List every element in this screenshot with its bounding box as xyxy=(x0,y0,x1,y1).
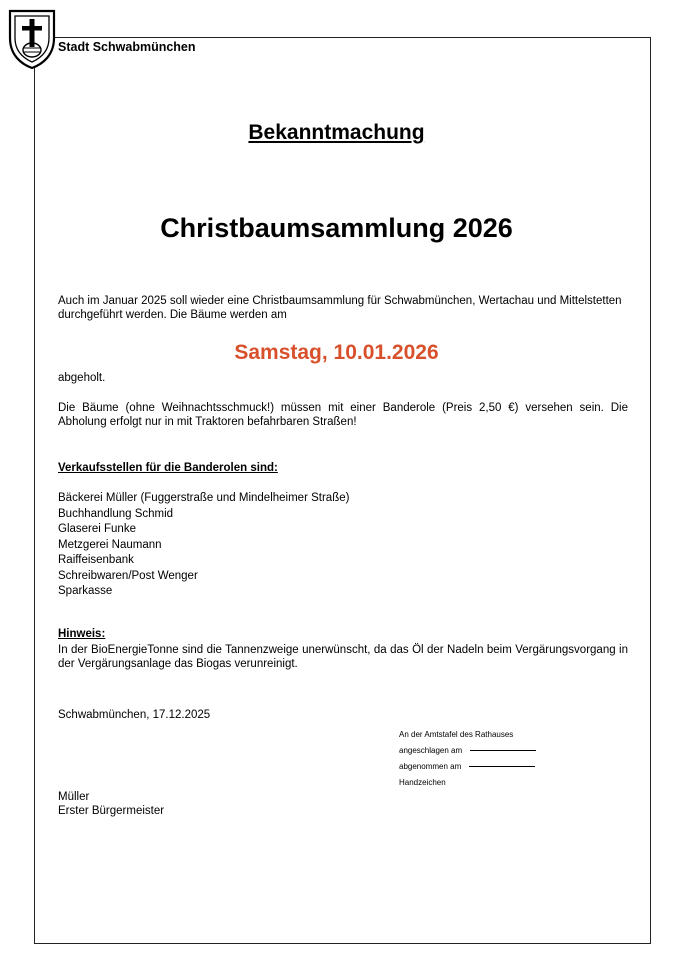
posting-line-1: An der Amtstafel des Rathauses xyxy=(399,730,514,739)
sales-points-heading-text: Verkaufsstellen für die Banderolen sind: xyxy=(58,462,278,474)
list-item: Metzgerei Naumann xyxy=(58,538,162,551)
note-heading-text: Hinweis: xyxy=(58,628,106,640)
place-date: Schwabmünchen, 17.12.2025 xyxy=(58,709,211,721)
signature-name: Müller xyxy=(58,791,90,803)
page-title: Christbaumsammlung 2026 xyxy=(160,213,513,243)
list-item: Schreibwaren/Post Wenger xyxy=(58,569,198,582)
banderole-paragraph: Die Bäume (ohne Weihnachtsschmuck!) müssen mit einer Banderole (Preis 2,50 €) versehen sein. Die Abholung erfolgt nur in mit Traktoren befahrbaren Straßen! xyxy=(58,402,628,428)
posting-line-4: Handzeichen xyxy=(399,778,446,787)
city-name: Stadt Schwabmünchen xyxy=(58,40,196,54)
list-item: Bäckerei Müller (Fuggerstraße und Mindelheimer Straße) xyxy=(58,492,350,504)
sales-points-list xyxy=(58,491,628,600)
list-item: Glaserei Funke xyxy=(58,523,136,535)
announcement-heading: Bekanntmachung xyxy=(248,121,425,144)
posting-line-3 xyxy=(399,759,536,775)
note-paragraph: In der BioEnergieTonne sind die Tannenzweige unerwünscht, da das Öl der Nadeln beim Vergärungsvorgang in der Vergärungsanlage das Biogas verunreinigt. xyxy=(58,644,628,670)
picked-up-text: abgeholt. xyxy=(58,372,106,384)
list-item: Sparkasse xyxy=(58,585,113,597)
posting-line-3-label: abgenommen am xyxy=(399,762,462,771)
posting-line-2-label: angeschlagen am xyxy=(399,746,463,755)
signature-role: Erster Bürgermeister xyxy=(58,804,165,817)
signature-block xyxy=(58,791,628,818)
collection-date: Samstag, 10.01.2026 xyxy=(234,341,439,364)
intro-paragraph: Auch im Januar 2025 soll wieder eine Christbaumsammlung für Schwabmünchen, Wertachau und Mittelstetten durchgeführt werden. Die Bäume werden am xyxy=(58,295,622,321)
posting-blank xyxy=(469,766,535,767)
posting-blank xyxy=(470,750,536,751)
coat-of-arms-icon xyxy=(6,8,58,70)
note-heading xyxy=(58,628,628,642)
list-item: Buchhandlung Schmid xyxy=(58,507,174,520)
posting-block xyxy=(399,727,536,791)
sales-points-heading xyxy=(58,462,628,476)
posting-line-2 xyxy=(399,743,536,759)
list-item: Raiffeisenbank xyxy=(58,554,134,566)
